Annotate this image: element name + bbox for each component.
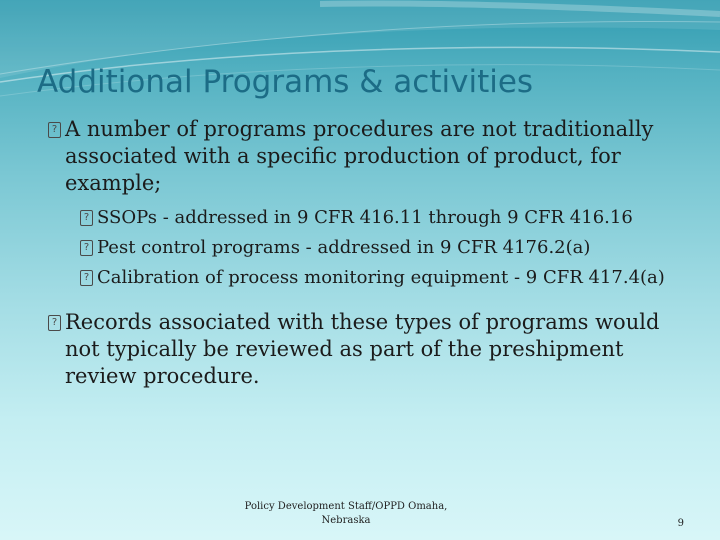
page-number: 9 — [677, 518, 684, 529]
footer-text: Policy Development Staff/OPPD Omaha, Nebraska — [244, 501, 448, 526]
bullet-list — [46, 116, 696, 398]
bullet-marker-icon: ? — [48, 315, 61, 331]
bullet-text: A number of programs procedures are not traditionally associated with a specific production of product, for example; — [65, 117, 654, 195]
bullet-text: Records associated with these types of programs would not typically be reviewed as part of the preshipment review procedure. — [65, 310, 660, 388]
slide-title: Additional Programs & activities — [37, 64, 534, 100]
bullet-item — [46, 309, 696, 390]
decorative-swoosh — [0, 0, 720, 120]
bullet-marker-icon: ? — [48, 122, 61, 138]
bullet-text: Pest control programs - addressed in 9 CFR 4176.2(a) — [97, 237, 591, 258]
sub-bullet-item — [46, 265, 696, 291]
sub-bullet-item — [46, 235, 696, 261]
bullet-marker-icon: ? — [80, 210, 93, 226]
bullet-text: SSOPs - addressed in 9 CFR 416.11 through 9 CFR 416.16 — [97, 207, 633, 228]
bullet-text: Calibration of process monitoring equipment - 9 CFR 417.4(a) — [97, 267, 665, 288]
bullet-marker-icon: ? — [80, 240, 93, 256]
bullet-marker-icon: ? — [80, 270, 93, 286]
sub-bullet-item — [46, 205, 696, 231]
bullet-item — [46, 116, 696, 197]
